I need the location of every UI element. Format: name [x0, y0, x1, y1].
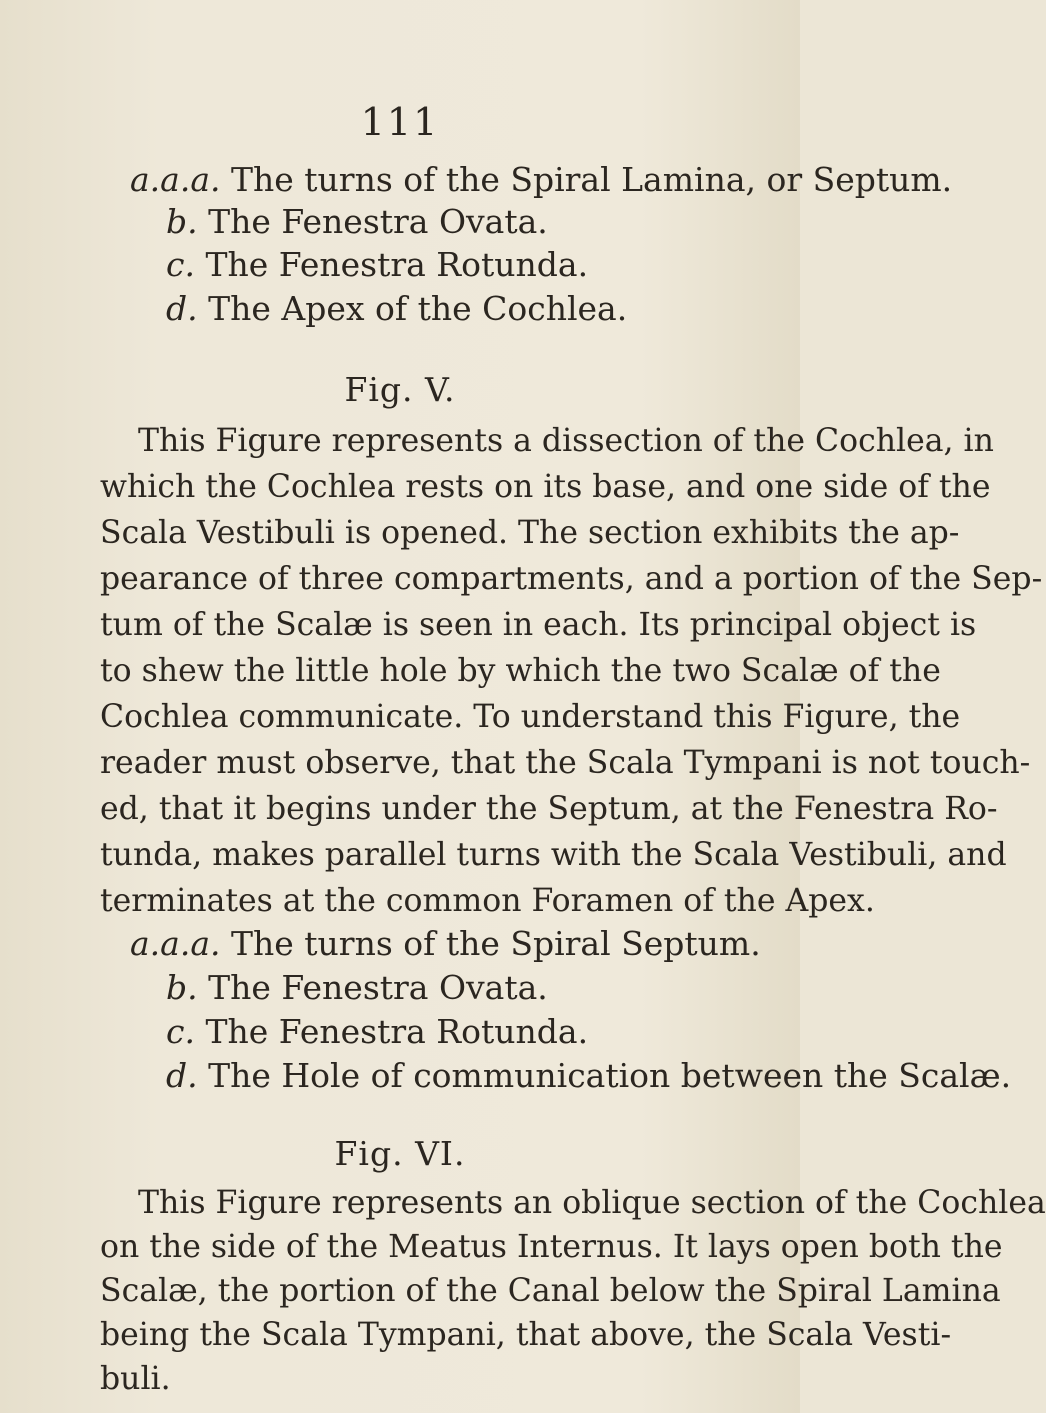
text-line: This Figure represents an oblique section of the Cochlea	[138, 1185, 1046, 1221]
legend-text: The turns of the Spiral Septum.	[231, 924, 761, 963]
legend-key: a.a.a.	[130, 924, 221, 963]
legend-item	[166, 289, 627, 328]
legend-key: c.	[166, 245, 195, 284]
legend-text: The Fenestra Rotunda.	[205, 1012, 589, 1051]
figure-6-heading: Fig. VI.	[334, 1134, 466, 1173]
text-line: on the side of the Meatus Internus. It lays open both the	[100, 1229, 1003, 1265]
page-number: 111	[360, 100, 440, 144]
legend-text: The Fenestra Ovata.	[208, 202, 548, 241]
legend-item	[130, 924, 761, 963]
text-line: to shew the little hole by which the two Scalæ of the	[100, 653, 941, 689]
legend-key: d.	[166, 289, 198, 328]
text-line: Cochlea communicate. To understand this Figure, the	[100, 699, 961, 735]
legend-text: The turns of the Spiral Lamina, or Septum.	[231, 160, 953, 199]
text-line: tunda, makes parallel turns with the Scala Vestibuli, and	[100, 837, 1007, 873]
legend-item	[166, 1012, 588, 1051]
legend-item	[166, 245, 588, 284]
legend-item	[166, 968, 548, 1007]
legend-item	[166, 1056, 1011, 1095]
legend-text: The Hole of communication between the Scalæ.	[208, 1056, 1012, 1095]
text-line: pearance of three compartments, and a portion of the Sep-	[100, 561, 1043, 597]
legend-item	[130, 160, 952, 199]
figure-5-heading: Fig. V.	[344, 370, 456, 409]
legend-key: c.	[166, 1012, 195, 1051]
text-line: ed, that it begins under the Septum, at the Fenestra Ro-	[100, 791, 998, 827]
legend-text: The Fenestra Rotunda.	[205, 245, 589, 284]
text-line: tum of the Scalæ is seen in each. Its principal object is	[100, 607, 977, 643]
legend-key: b.	[166, 202, 198, 241]
legend-item	[166, 202, 548, 241]
text-line: Scala Vestibuli is opened. The section exhibits the ap-	[100, 515, 960, 551]
legend-key: a.a.a.	[130, 160, 221, 199]
legend-key: d.	[166, 1056, 198, 1095]
text-line: being the Scala Tympani, that above, the Scala Vesti-	[100, 1317, 952, 1353]
text-line: reader must observe, that the Scala Tympani is not touch-	[100, 745, 1031, 781]
text-line: which the Cochlea rests on its base, and one side of the	[100, 469, 991, 505]
legend-key: b.	[166, 968, 198, 1007]
text-line: buli.	[100, 1361, 171, 1397]
text-line: This Figure represents a dissection of the Cochlea, in	[138, 423, 994, 459]
text-line: Scalæ, the portion of the Canal below the Spiral Lamina	[100, 1273, 1001, 1309]
legend-text: The Fenestra Ovata.	[208, 968, 548, 1007]
text-line: terminates at the common Foramen of the Apex.	[100, 883, 875, 919]
legend-text: The Apex of the Cochlea.	[208, 289, 628, 328]
